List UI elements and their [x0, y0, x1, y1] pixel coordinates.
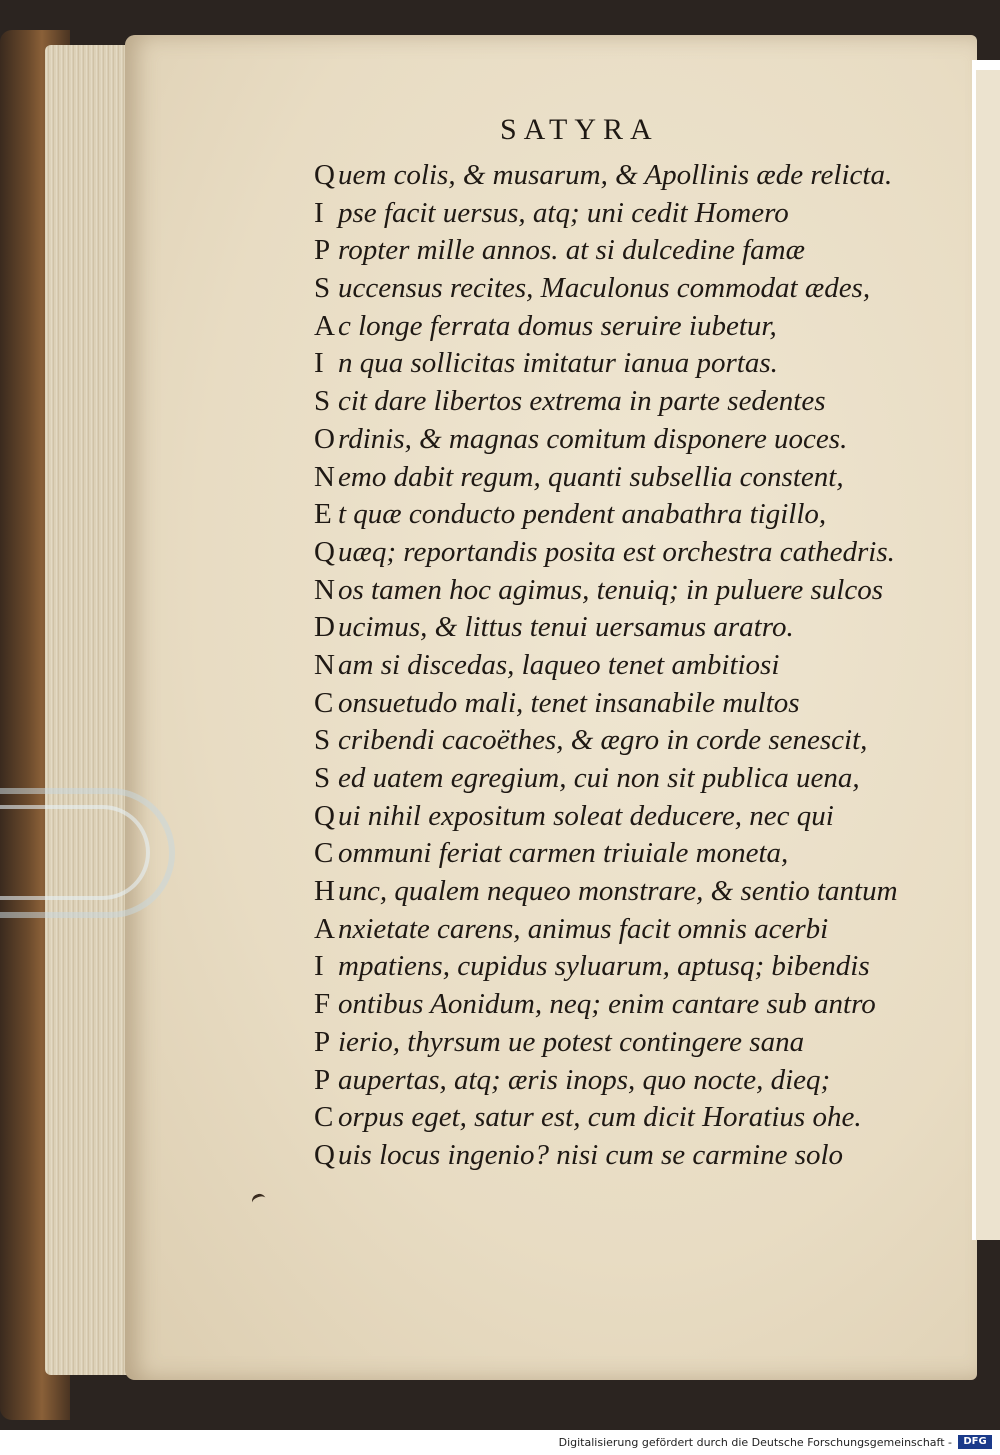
- verse-list: [314, 157, 898, 1175]
- verse-line: [314, 232, 898, 270]
- verse-text: uccensus recites, Maculonus commodat ædes,: [338, 272, 871, 305]
- verse-initial: P: [314, 234, 331, 267]
- verse-line: [314, 835, 898, 873]
- verse-text: cit dare libertos extrema in parte sedentes: [338, 385, 826, 418]
- verse-line: [314, 572, 898, 610]
- verse-text: ommuni feriat carmen triuiale moneta,: [338, 837, 789, 870]
- verse-text: aupertas, atq; æris inops, quo nocte, dieq;: [338, 1063, 831, 1096]
- verse-line: [314, 345, 898, 383]
- verse-line: [314, 1062, 898, 1100]
- verse-line: [314, 1137, 898, 1175]
- verse-text: unc, qualem nequeo monstrare, & sentio tantum: [338, 875, 898, 908]
- verse-initial: Q: [314, 1138, 335, 1171]
- verse-initial: N: [314, 573, 335, 606]
- verse-line: [314, 948, 898, 986]
- verse-initial: C: [314, 686, 334, 719]
- verse-initial: Q: [314, 799, 335, 832]
- page-holder-clip-inner: [0, 805, 150, 900]
- verse-initial: S: [314, 385, 331, 418]
- facing-page-sliver: [976, 70, 1000, 1240]
- verse-initial: D: [314, 611, 335, 644]
- verse-initial: F: [314, 988, 331, 1021]
- verse-text: am si discedas, laqueo tenet ambitiosi: [338, 648, 780, 681]
- verse-initial: Q: [314, 159, 335, 191]
- verse-initial: I: [314, 347, 324, 380]
- verse-line: [314, 157, 898, 195]
- verse-text: emo dabit regum, quanti subsellia constent,: [338, 460, 844, 493]
- verse-line: [314, 534, 898, 572]
- footer-bar: [0, 1430, 1000, 1455]
- verse-text: os tamen hoc agimus, tenuiq; in puluere sulcos: [338, 573, 884, 606]
- verse-initial: P: [314, 1063, 331, 1096]
- verse-initial: O: [314, 422, 335, 455]
- verse-initial: S: [314, 272, 331, 305]
- verse-initial: E: [314, 498, 332, 531]
- verse-initial: N: [314, 648, 335, 681]
- verse-text: ierio, thyrsum ue potest contingere sana: [338, 1025, 805, 1058]
- verse-initial: S: [314, 724, 331, 757]
- dfg-logo: DFG: [958, 1435, 992, 1449]
- running-head: SATYRA: [500, 113, 659, 146]
- verse-line: [314, 496, 898, 534]
- verse-line: [314, 986, 898, 1024]
- verse-text: ropter mille annos. at si dulcedine famæ: [338, 234, 805, 267]
- verse-line: [314, 760, 898, 798]
- funding-credit: Digitalisierung gefördert durch die Deutsche Forschungsgemeinschaft -: [558, 1436, 952, 1449]
- verse-line: [314, 421, 898, 459]
- verse-line: [314, 911, 898, 949]
- verse-initial: C: [314, 1101, 334, 1134]
- verse-initial: S: [314, 762, 331, 794]
- verse-text: uem colis, & musarum, & Apollinis æde relicta.: [338, 159, 893, 191]
- verse-text: t quæ conducto pendent anabathra tigillo,: [338, 498, 827, 531]
- verse-initial: I: [314, 196, 324, 229]
- verse-initial: I: [314, 950, 324, 983]
- verse-line: [314, 685, 898, 723]
- verse-initial: H: [314, 875, 335, 908]
- verse-initial: A: [314, 912, 335, 945]
- verse-text: c longe ferrata domus seruire iubetur,: [338, 309, 777, 342]
- verse-text: ed uatem egregium, cui non sit publica uena,: [338, 762, 860, 794]
- verse-text: nxietate carens, animus facit omnis acerbi: [338, 912, 829, 945]
- verse-line: [314, 270, 898, 308]
- verse-line: [314, 647, 898, 685]
- verse-line: [314, 1099, 898, 1137]
- verse-initial: A: [314, 309, 335, 342]
- verse-text: uis locus ingenio? nisi cum se carmine solo: [338, 1138, 844, 1171]
- verse-line: [314, 798, 898, 836]
- verse-text: pse facit uersus, atq; uni cedit Homero: [338, 196, 789, 229]
- verse-line: [314, 873, 898, 911]
- verse-text: onsuetudo mali, tenet insanabile multos: [338, 686, 800, 719]
- verse-initial: P: [314, 1025, 331, 1058]
- verse-line: [314, 609, 898, 647]
- verse-line: [314, 722, 898, 760]
- verse-text: orpus eget, satur est, cum dicit Horatius ohe.: [338, 1101, 862, 1134]
- verse-initial: Q: [314, 535, 335, 568]
- verse-text: n qua sollicitas imitatur ianua portas.: [338, 347, 778, 380]
- verse-initial: N: [314, 460, 335, 493]
- verse-text: mpatiens, cupidus syluarum, aptusq; bibendis: [338, 950, 870, 983]
- verse-text: ucimus, & littus tenui uersamus aratro.: [338, 611, 794, 644]
- verse-text: uæq; reportandis posita est orchestra cathedris.: [338, 535, 895, 568]
- verse-line: [314, 1024, 898, 1062]
- verse-line: [314, 383, 898, 421]
- verse-text: cribendi cacoëthes, & ægro in corde senescit,: [338, 724, 868, 757]
- verse-text: ui nihil expositum soleat deducere, nec qui: [338, 799, 834, 832]
- verse-line: [314, 195, 898, 233]
- verse-line: [314, 459, 898, 497]
- verse-initial: C: [314, 837, 334, 870]
- verse-text: rdinis, & magnas comitum disponere uoces.: [338, 422, 848, 455]
- verse-line: [314, 308, 898, 346]
- verse-text: ontibus Aonidum, neq; enim cantare sub antro: [338, 988, 876, 1021]
